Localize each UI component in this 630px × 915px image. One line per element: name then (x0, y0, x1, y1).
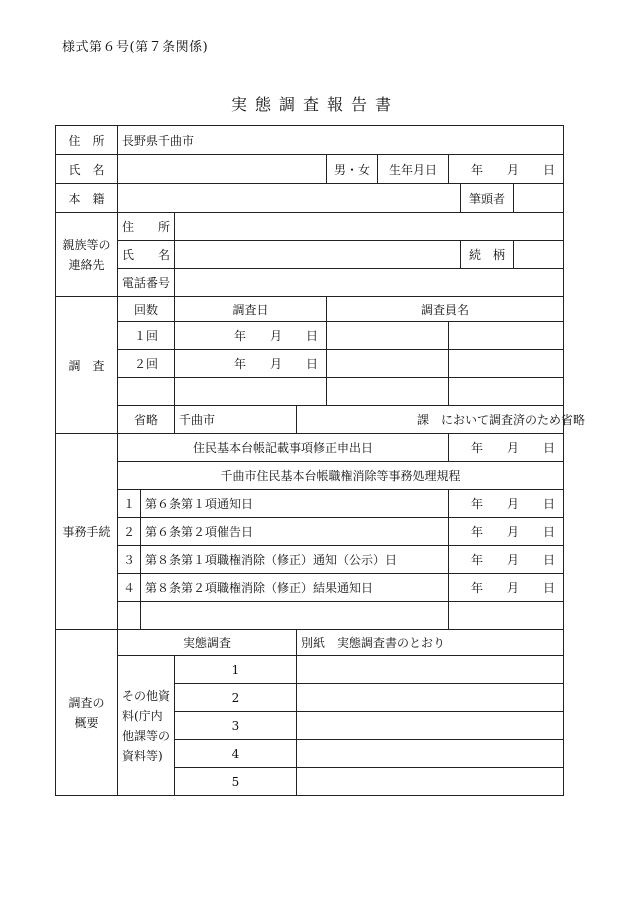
surveyor-header: 調査員名 (327, 297, 564, 322)
round-3-surveyor-a[interactable] (327, 378, 449, 406)
round-1-surveyor-b[interactable] (449, 322, 564, 350)
round-3-surveyor-b[interactable] (449, 378, 564, 406)
round-1-surveyor-a[interactable] (327, 322, 449, 350)
survey-method-text: 別紙 実態調査書のとおり (297, 630, 564, 656)
regulation-title: 千曲市住民基本台帳職権消除等事務処理規程 (118, 462, 564, 490)
procedure-1-date[interactable]: 年 月 日 (449, 490, 564, 518)
material-3-field[interactable] (297, 712, 564, 740)
material-5-field[interactable] (297, 768, 564, 796)
relative-name-label: 氏 名 (118, 241, 175, 269)
phone-field[interactable] (175, 269, 564, 297)
birthdate-field[interactable]: 年 月 日 (449, 155, 564, 184)
document-title: 実態調査報告書 (230, 95, 399, 114)
procedure-4-number: ４ (118, 574, 141, 602)
form-number: 様式第６号(第７条関係) (62, 40, 209, 55)
phone-label: 電話番号 (118, 269, 175, 297)
procedure-3-label: 第８条第１項職権消除（修正）通知（公示）日 (141, 546, 449, 574)
material-2-number: 2 (175, 684, 297, 712)
round-2-surveyor-b[interactable] (449, 350, 564, 378)
survey-report-table (55, 125, 586, 796)
round-1-label: １回 (118, 322, 175, 350)
procedure-3-number: ３ (118, 546, 141, 574)
relation-field[interactable] (514, 241, 564, 269)
procedure-5-label[interactable] (141, 602, 449, 630)
hittousha-field[interactable] (514, 184, 564, 213)
material-1-number: 1 (175, 656, 297, 684)
procedure-2-label: 第６条第２項催告日 (141, 518, 449, 546)
gender-selector[interactable]: 男・女 (327, 155, 378, 184)
name-label: 氏 名 (56, 155, 118, 184)
procedure-4-label: 第８条第２項職権消除（修正）結果通知日 (141, 574, 449, 602)
honseki-label: 本 籍 (56, 184, 118, 213)
relative-address-field[interactable] (175, 213, 564, 241)
procedure-1-label: 第６条第１項通知日 (141, 490, 449, 518)
survey-section-label: 調 査 (56, 297, 118, 434)
procedure-5-date[interactable] (449, 602, 564, 630)
material-4-field[interactable] (297, 740, 564, 768)
survey-date-header: 調査日 (175, 297, 327, 322)
hittousha-label: 筆頭者 (461, 184, 514, 213)
name-field[interactable] (118, 155, 327, 184)
procedure-5-number[interactable] (118, 602, 141, 630)
round-2-date[interactable]: 年 月 日 (175, 350, 327, 378)
material-1-field[interactable] (297, 656, 564, 684)
material-5-number: 5 (175, 768, 297, 796)
procedure-2-date[interactable]: 年 月 日 (449, 518, 564, 546)
material-3-number: 3 (175, 712, 297, 740)
material-2-field[interactable] (297, 684, 564, 712)
material-4-number: 4 (175, 740, 297, 768)
other-materials-label: その他資料(庁内他課等の資料等) (118, 656, 175, 796)
correction-request-date[interactable]: 年 月 日 (449, 434, 564, 462)
procedure-1-number: １ (118, 490, 141, 518)
survey-method-label: 実態調査 (118, 630, 297, 656)
round-3-label[interactable] (118, 378, 175, 406)
procedure-2-number: ２ (118, 518, 141, 546)
birthdate-label: 生年月日 (378, 155, 449, 184)
procedures-section-label: 事務手続 (56, 434, 118, 630)
address-label: 住 所 (56, 126, 118, 155)
relative-address-label: 住 所 (118, 213, 175, 241)
omit-text: 課 において調査済のため省略 (297, 406, 564, 434)
round-1-date[interactable]: 年 月 日 (175, 322, 327, 350)
round-2-label: ２回 (118, 350, 175, 378)
honseki-field[interactable] (118, 184, 461, 213)
correction-request-label: 住民基本台帳記載事項修正申出日 (118, 434, 449, 462)
relatives-section-label: 親族等の連絡先 (56, 213, 118, 297)
overview-section-label: 調査の概要 (56, 630, 118, 796)
count-header: 回数 (118, 297, 175, 322)
round-3-date[interactable] (175, 378, 327, 406)
address-value[interactable]: 長野県千曲市 (118, 126, 564, 155)
omit-label: 省略 (118, 406, 175, 434)
procedure-4-date[interactable]: 年 月 日 (449, 574, 564, 602)
omit-city: 千曲市 (175, 406, 297, 434)
relative-name-field[interactable] (175, 241, 461, 269)
round-2-surveyor-a[interactable] (327, 350, 449, 378)
relation-label: 続 柄 (461, 241, 514, 269)
procedure-3-date[interactable]: 年 月 日 (449, 546, 564, 574)
